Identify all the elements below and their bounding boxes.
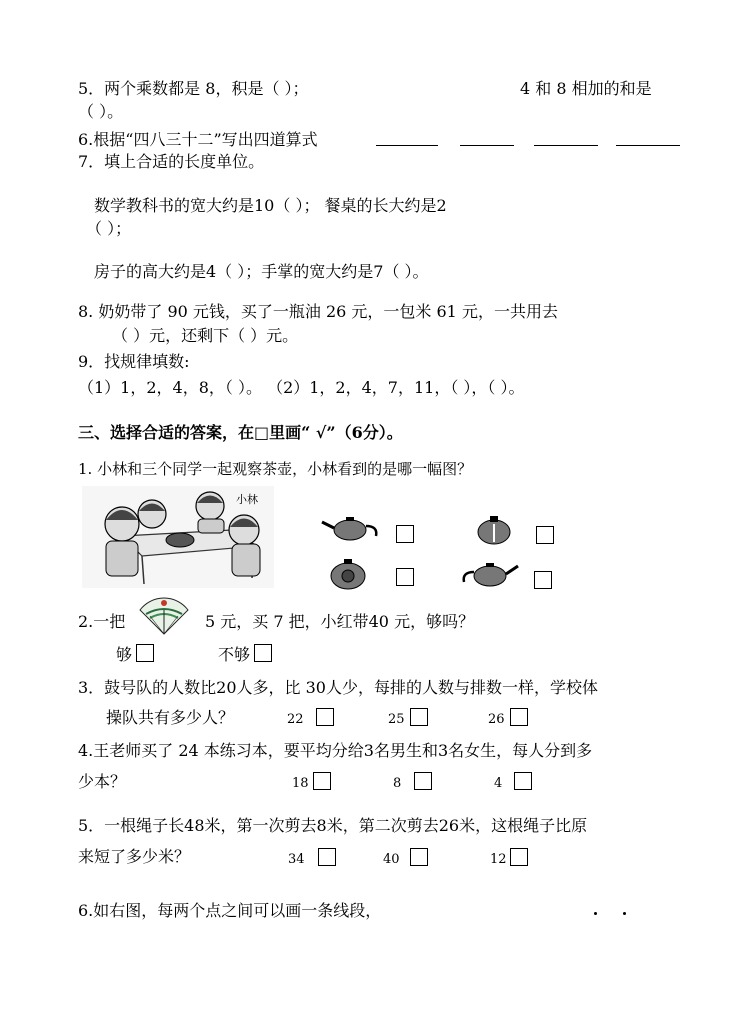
q5-continuation: （ ）。 <box>78 102 124 121</box>
q6-text: 6.根据“四八三十二”写出四道算式 <box>78 130 318 149</box>
c3-line2: 操队共有多少人？ <box>106 708 235 727</box>
q7-line1-continuation: （ ）； <box>86 219 132 238</box>
c3-option1-checkbox[interactable] <box>316 708 334 726</box>
c2-option2-label: 不够 <box>218 645 251 664</box>
q6-blank-2[interactable] <box>460 129 514 146</box>
c4-option3-checkbox[interactable] <box>514 772 532 790</box>
q7-title: 7．填上合适的长度单位。 <box>78 152 265 171</box>
c5-option3-checkbox[interactable] <box>510 848 528 866</box>
c2-option1-checkbox[interactable] <box>136 644 154 662</box>
teapot-front-view-icon <box>472 512 516 550</box>
point-dot <box>594 912 597 915</box>
c3-option1-label: 22 <box>287 712 304 727</box>
c2-pre: 2.一把 <box>78 612 126 631</box>
c3-option3-checkbox[interactable] <box>510 708 528 726</box>
c5-option3-label: 12 <box>490 852 507 867</box>
c4-option1-label: 18 <box>292 776 309 791</box>
c5-option2-checkbox[interactable] <box>410 848 428 866</box>
q7-line2: 房子的高大约是4（ ）；手掌的宽大约是7（ ）。 <box>94 262 429 281</box>
c4-option3-label: 4 <box>494 776 503 791</box>
teapot-top-view-icon <box>326 556 370 596</box>
q5-left: 5．两个乘数都是 8，积是（ ）； <box>78 79 309 98</box>
q6-blank-1[interactable] <box>376 129 438 146</box>
q5-right: 4 和 8 相加的和是 <box>520 79 652 98</box>
q9-title: 9．找规律填数: <box>78 352 190 371</box>
c2-text: 5 元，买 7 把，小红带40 元，够吗？ <box>205 612 475 631</box>
c6-text: 6.如右图，每两个点之间可以画一条线段， <box>78 901 382 920</box>
q8-line1: 8. 奶奶带了 90 元钱，买了一瓶油 26 元，一包米 61 元，一共用去 <box>78 302 558 321</box>
q6-blank-4[interactable] <box>616 129 680 146</box>
c3-option3-label: 26 <box>488 712 505 727</box>
c5-option1-checkbox[interactable] <box>318 848 336 866</box>
c3-line1: 3．鼓号队的人数比20人多，比 30人少，每排的人数与排数一样，学校体 <box>78 678 598 697</box>
teapot-side-view-icon <box>320 514 382 546</box>
c3-option2-checkbox[interactable] <box>410 708 428 726</box>
xiaolin-label: 小林 <box>236 493 258 506</box>
c5-option2-label: 40 <box>383 852 400 867</box>
c4-option2-checkbox[interactable] <box>414 772 432 790</box>
q7-line1: 数学教科书的宽大约是10（ ）； 餐桌的长大约是2 <box>94 196 447 215</box>
c4-line2: 少本？ <box>78 772 127 791</box>
c3-option2-label: 25 <box>388 712 405 727</box>
c1-option2-checkbox[interactable] <box>536 526 554 544</box>
q9-line: （1）1，2，4，8，（ ）。 （2）1，2，4，7，11，（ ），（ ）。 <box>78 378 525 397</box>
section-3-title: 三、选择合适的答案，在□里画“ √”（6分）。 <box>78 423 403 442</box>
c1-text: 1. 小林和三个同学一起观察茶壶，小林看到的是哪一幅图？ <box>78 460 473 478</box>
c5-option1-label: 34 <box>288 852 305 867</box>
c2-option1-label: 够 <box>116 645 133 664</box>
teapot-other-side-view-icon <box>458 558 520 592</box>
c1-option3-checkbox[interactable] <box>396 568 414 586</box>
c4-option1-checkbox[interactable] <box>313 772 331 790</box>
c4-line1: 4.王老师买了 24 本练习本，要平均分给3名男生和3名女生，每人分到多 <box>78 741 593 760</box>
c5-line1: 5．一根绳子长48米，第一次剪去8米，第二次剪去26米，这根绳子比原 <box>78 816 588 835</box>
fan-icon <box>136 596 192 640</box>
c4-option2-label: 8 <box>393 776 402 791</box>
q8-line2: （ ）元，还剩下（ ）元。 <box>112 326 299 345</box>
c1-option1-checkbox[interactable] <box>396 525 414 543</box>
point-dot <box>623 912 626 915</box>
c2-option2-checkbox[interactable] <box>254 644 272 662</box>
c5-line2: 来短了多少米？ <box>78 847 191 866</box>
q6-blank-3[interactable] <box>534 129 598 146</box>
c1-option4-checkbox[interactable] <box>534 571 552 589</box>
